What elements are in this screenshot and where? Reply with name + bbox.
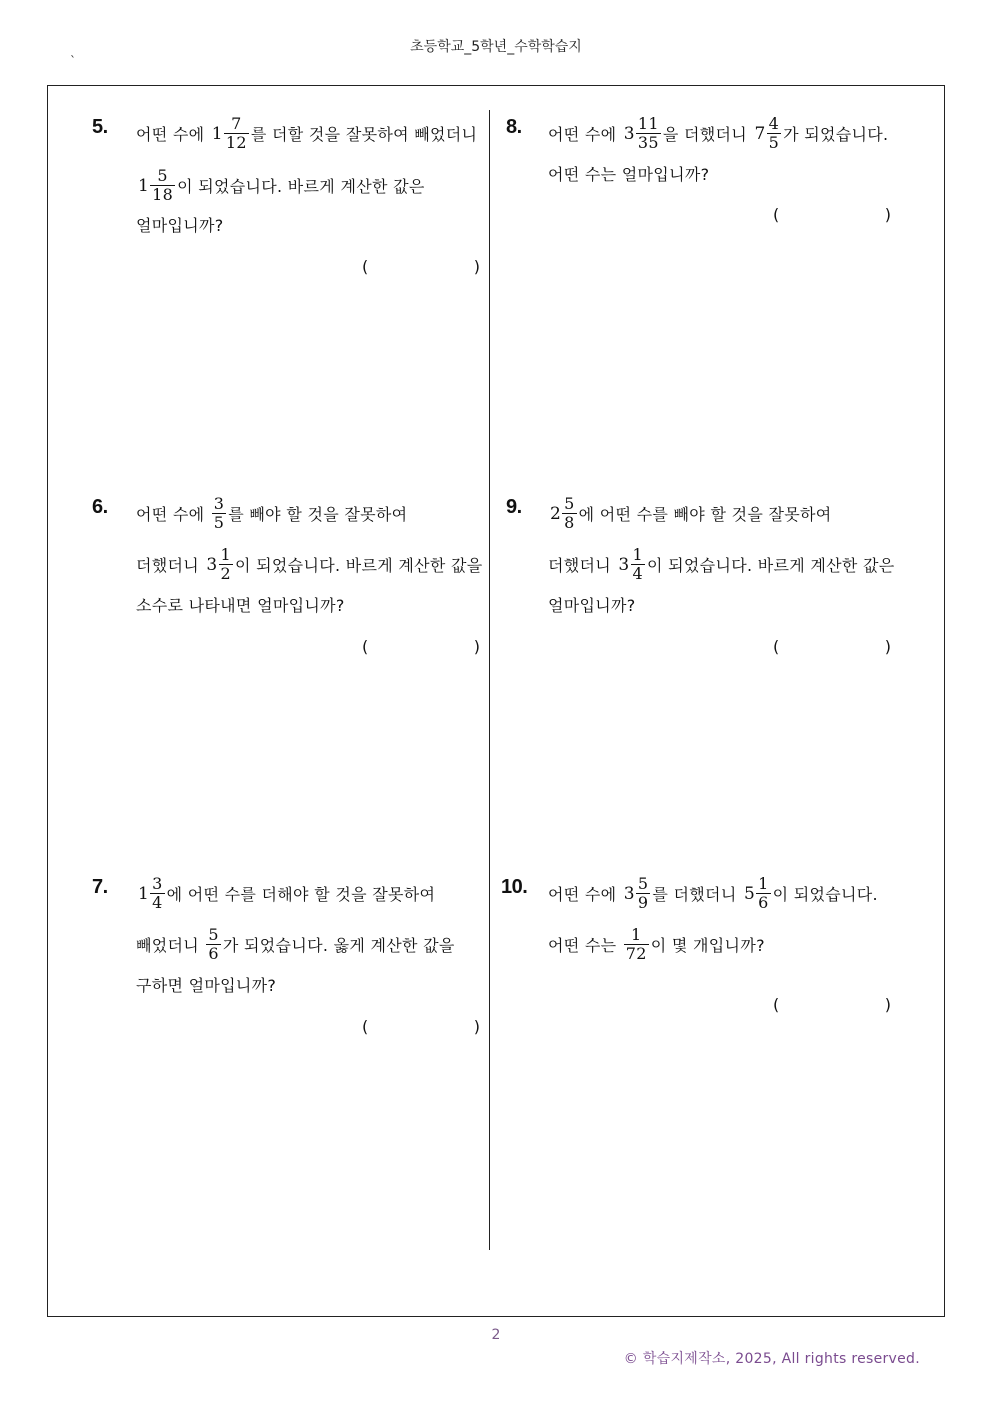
fraction — [224, 115, 249, 152]
question-line — [136, 115, 477, 152]
question-text: 를 빼야 할 것을 잘못하여 — [228, 505, 408, 524]
page-number: 2 — [491, 1327, 501, 1343]
fraction — [756, 875, 770, 912]
fraction-whole: 3 — [618, 554, 630, 575]
fraction-whole: 5 — [743, 883, 756, 904]
answer-box[interactable] — [773, 205, 891, 225]
page-header-title: 초등학교_5학년_수학학습지 — [410, 39, 582, 55]
fraction-denominator: 18 — [152, 185, 174, 204]
question-line — [136, 926, 455, 963]
question-line — [548, 115, 888, 152]
question-number: 5. — [92, 116, 108, 138]
fraction-numerator: 3 — [213, 494, 225, 513]
question-text: 이 되었습니다. — [772, 885, 878, 904]
fraction-numerator: 1 — [220, 545, 232, 564]
fraction-denominator: 72 — [625, 944, 647, 963]
fraction — [212, 495, 226, 532]
question-text: 에 어떤 수를 빼야 할 것을 잘못하여 — [578, 505, 832, 524]
stray-mark: ` — [70, 54, 76, 68]
answer-open-paren: ( — [773, 637, 780, 656]
question-line — [136, 593, 345, 616]
answer-open-paren: ( — [362, 257, 369, 276]
fraction-denominator: 6 — [208, 944, 219, 963]
fraction-denominator: 5 — [213, 513, 225, 532]
answer-close-paren: ) — [473, 637, 480, 656]
fraction-numerator: 4 — [768, 114, 780, 133]
question-text: 이 몇 개입니까? — [650, 936, 765, 955]
answer-box[interactable] — [773, 637, 891, 657]
fraction-numerator: 5 — [564, 494, 575, 513]
fraction-whole: 1 — [138, 175, 150, 196]
question-text: 가 되었습니다. 옳게 계산한 값을 — [222, 936, 455, 955]
answer-open-paren: ( — [773, 205, 780, 224]
mixed-fraction — [754, 115, 781, 152]
fraction-denominator: 4 — [632, 564, 644, 583]
question-line — [548, 495, 832, 532]
fraction-denominator: 4 — [152, 893, 163, 912]
question-line — [548, 875, 878, 912]
mixed-fraction — [618, 546, 645, 583]
question-text: 어떤 수에 — [136, 505, 210, 524]
mixed-fraction — [744, 875, 771, 912]
fraction — [150, 875, 164, 912]
fraction — [219, 546, 233, 583]
question-line — [136, 495, 407, 532]
copyright-notice: © 학습지제작소, 2025, All rights reserved. — [623, 1351, 920, 1367]
fraction-whole: 3 — [623, 883, 635, 904]
fraction-numerator: 1 — [632, 545, 644, 564]
question-line — [548, 926, 765, 963]
question-line — [136, 875, 435, 912]
question-text: 를 더할 것을 잘못하여 빼었더니 — [250, 125, 478, 144]
question-number: 10. — [501, 876, 528, 898]
question-text: 얼마입니까? — [548, 596, 636, 615]
fraction — [636, 875, 650, 912]
fraction-wrap — [624, 926, 649, 963]
answer-box[interactable] — [773, 995, 891, 1015]
question-number: 8. — [506, 116, 522, 138]
column-divider — [489, 110, 490, 1250]
mixed-fraction — [138, 167, 175, 204]
question-line — [136, 167, 425, 204]
question-text: 얼마입니까? — [136, 216, 224, 235]
answer-open-paren: ( — [362, 1017, 369, 1036]
question-text: 이 되었습니다. 바르게 계산한 값을 — [235, 556, 483, 575]
question-text: 어떤 수는 얼마입니까? — [548, 165, 710, 184]
mixed-fraction — [624, 115, 661, 152]
question-line — [548, 546, 895, 583]
answer-box[interactable] — [362, 1017, 480, 1037]
answer-close-paren: ) — [473, 1017, 480, 1036]
fraction-whole: 3 — [206, 554, 218, 575]
question-text: 을 더했더니 — [662, 125, 753, 144]
question-text: 에 어떤 수를 더해야 할 것을 잘못하여 — [166, 885, 436, 904]
mixed-fraction — [624, 875, 651, 912]
fraction-numerator: 5 — [157, 166, 168, 185]
question-text: 어떤 수에 — [548, 885, 622, 904]
answer-close-paren: ) — [884, 995, 891, 1014]
fraction-numerator: 1 — [758, 874, 769, 893]
answer-close-paren: ) — [884, 637, 891, 656]
fraction-numerator: 5 — [208, 925, 219, 944]
fraction-numerator: 11 — [637, 114, 659, 133]
question-text: 구하면 얼마입니까? — [136, 976, 277, 995]
fraction-denominator: 5 — [768, 133, 780, 152]
question-text: 이 되었습니다. 바르게 계산한 값은 — [177, 177, 425, 196]
answer-close-paren: ) — [884, 205, 891, 224]
fraction-wrap — [212, 495, 226, 532]
question-text: 어떤 수에 — [548, 125, 622, 144]
fraction-whole: 2 — [550, 503, 562, 524]
fraction-numerator: 5 — [637, 874, 649, 893]
fraction-whole: 1 — [211, 123, 223, 144]
worksheet-frame — [47, 85, 945, 1317]
answer-close-paren: ) — [473, 257, 480, 276]
fraction-denominator: 35 — [637, 133, 659, 152]
fraction-denominator: 2 — [220, 564, 232, 583]
question-text: 이 되었습니다. 바르게 계산한 값은 — [647, 556, 895, 575]
question-text: 소수로 나타내면 얼마입니까? — [136, 596, 345, 615]
question-text: 어떤 수에 — [136, 125, 210, 144]
mixed-fraction — [138, 875, 165, 912]
question-text: 어떤 수는 — [548, 936, 622, 955]
question-text: 를 더했더니 — [652, 885, 742, 904]
answer-box[interactable] — [362, 637, 480, 657]
fraction — [206, 926, 220, 963]
answer-open-paren: ( — [362, 637, 369, 656]
fraction-numerator: 3 — [152, 874, 163, 893]
mixed-fraction — [550, 495, 577, 532]
fraction-whole: 7 — [754, 123, 766, 144]
fraction-denominator: 6 — [758, 893, 769, 912]
question-number: 9. — [506, 496, 522, 518]
mixed-fraction — [212, 115, 249, 152]
answer-box[interactable] — [362, 257, 480, 277]
fraction-numerator: 1 — [631, 925, 642, 944]
fraction — [150, 167, 175, 204]
fraction-denominator: 8 — [564, 513, 575, 532]
answer-open-paren: ( — [773, 995, 780, 1014]
fraction-whole: 3 — [623, 123, 635, 144]
question-line — [136, 213, 224, 236]
fraction — [767, 115, 781, 152]
fraction-wrap — [206, 926, 220, 963]
question-text: 빼었더니 — [136, 936, 205, 955]
question-text: 더했더니 — [548, 556, 617, 575]
fraction-denominator: 12 — [225, 133, 247, 152]
question-line — [548, 162, 709, 185]
fraction — [631, 546, 645, 583]
question-line — [136, 546, 483, 583]
question-line — [136, 973, 276, 996]
fraction — [624, 926, 649, 963]
fraction — [562, 495, 576, 532]
question-line — [548, 593, 636, 616]
question-number: 6. — [92, 496, 108, 518]
question-number: 7. — [92, 876, 108, 898]
fraction — [636, 115, 661, 152]
mixed-fraction — [206, 546, 233, 583]
question-text: 가 되었습니다. — [783, 125, 889, 144]
fraction-numerator: 7 — [231, 114, 242, 133]
fraction-whole: 1 — [138, 883, 150, 904]
question-text: 더했더니 — [136, 556, 205, 575]
fraction-denominator: 9 — [637, 893, 649, 912]
